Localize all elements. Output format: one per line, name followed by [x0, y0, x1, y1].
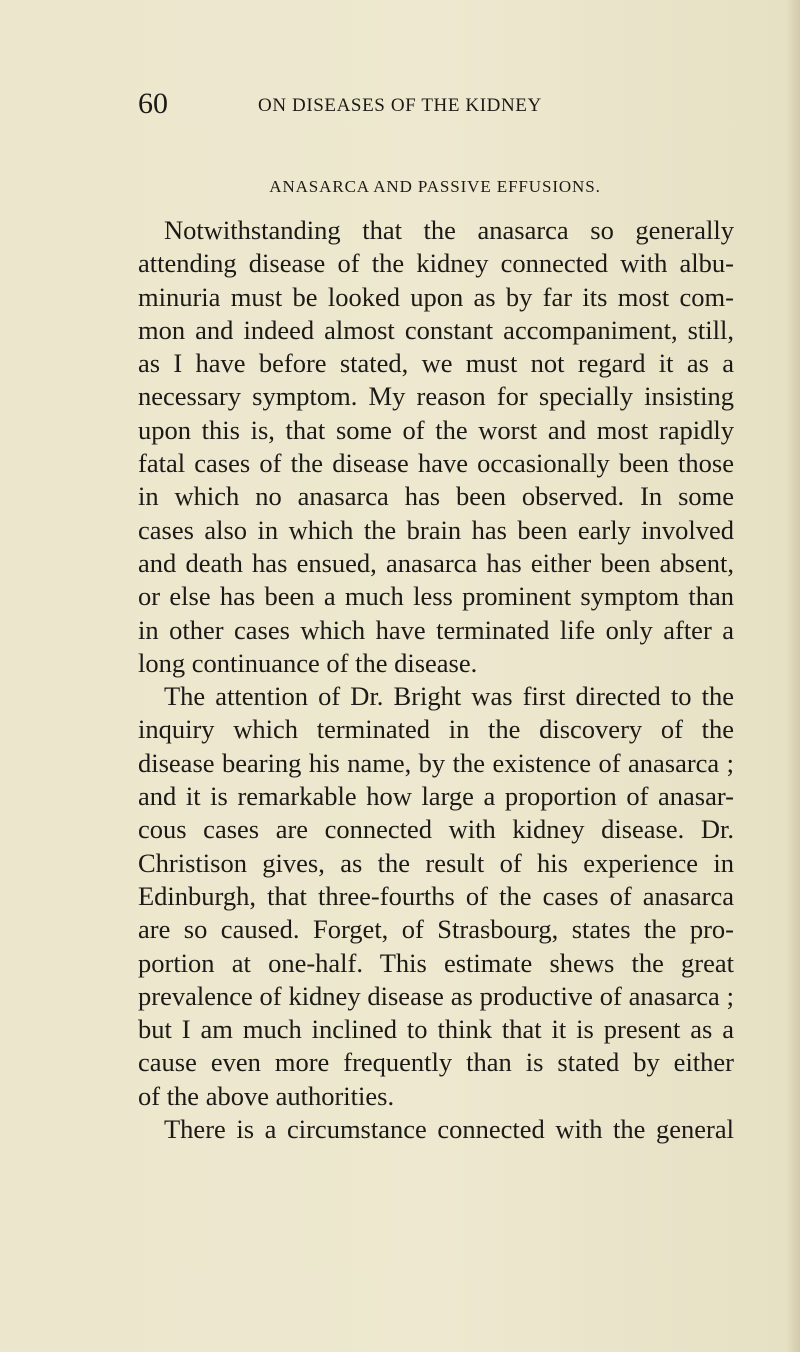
text-line: and it is remarkable how large a proportion of anasar- [138, 781, 734, 812]
text-line: disease bearing his name, by the existence of anasarca ; [138, 747, 734, 778]
text-line: minuria must be looked upon as by far its most com- [138, 281, 734, 312]
text-line: necessary symptom. My reason for specially insisting [138, 381, 734, 412]
section-heading: ANASARCA AND PASSIVE EFFUSIONS. [269, 177, 601, 196]
text-line: or else has been a much less prominent symptom than [138, 581, 734, 612]
text-line: prevalence of kidney disease as productive of anasarca ; [138, 980, 734, 1011]
text-line: in which no anasarca has been observed. In some [138, 481, 734, 512]
text-line: Edinburgh, that three-fourths of the cases of anasarca [138, 880, 734, 911]
text-line: as I have before stated, we must not regard it as a [138, 348, 734, 379]
text-line: of the above authorities. [138, 1080, 395, 1111]
text-line: cous cases are connected with kidney disease. Dr. [138, 814, 734, 845]
text-line: but I am much inclined to think that it is present as a [138, 1014, 734, 1045]
text-line: There is a circumstance connected with the general [164, 1114, 734, 1145]
text-line: The attention of Dr. Bright was first directed to the [164, 681, 734, 712]
text-line: are so caused. Forget, of Strasbourg, states the pro- [138, 914, 734, 945]
text-line: upon this is, that some of the worst and most rapidly [138, 414, 734, 445]
text-line: mon and indeed almost constant accompaniment, still, [138, 314, 734, 345]
text-line: cases also in which the brain has been early involved [138, 514, 734, 545]
text-line: inquiry which terminated in the discovery of the [138, 714, 734, 745]
text-line: in other cases which have terminated life only after a [138, 614, 734, 645]
text-line: Christison gives, as the result of his experience in [138, 847, 734, 878]
text-line: and death has ensued, anasarca has either been absent, [138, 547, 734, 578]
text-line: Notwithstanding that the anasarca so generally [164, 215, 734, 245]
running-title: ON DISEASES OF THE KIDNEY [258, 95, 542, 116]
text-line: fatal cases of the disease have occasionally been those [138, 448, 734, 479]
text-line: attending disease of the kidney connected with albu- [138, 248, 734, 279]
running-head [0, 86, 800, 126]
text-line: portion at one-half. This estimate shews the great [138, 947, 734, 978]
body-text [138, 214, 734, 1146]
page-number: 60 [138, 87, 168, 120]
text-line: long continuance of the disease. [138, 647, 478, 678]
text-line: cause even more frequently than is stated by either [138, 1047, 734, 1078]
page-edge-shading [786, 0, 800, 1352]
